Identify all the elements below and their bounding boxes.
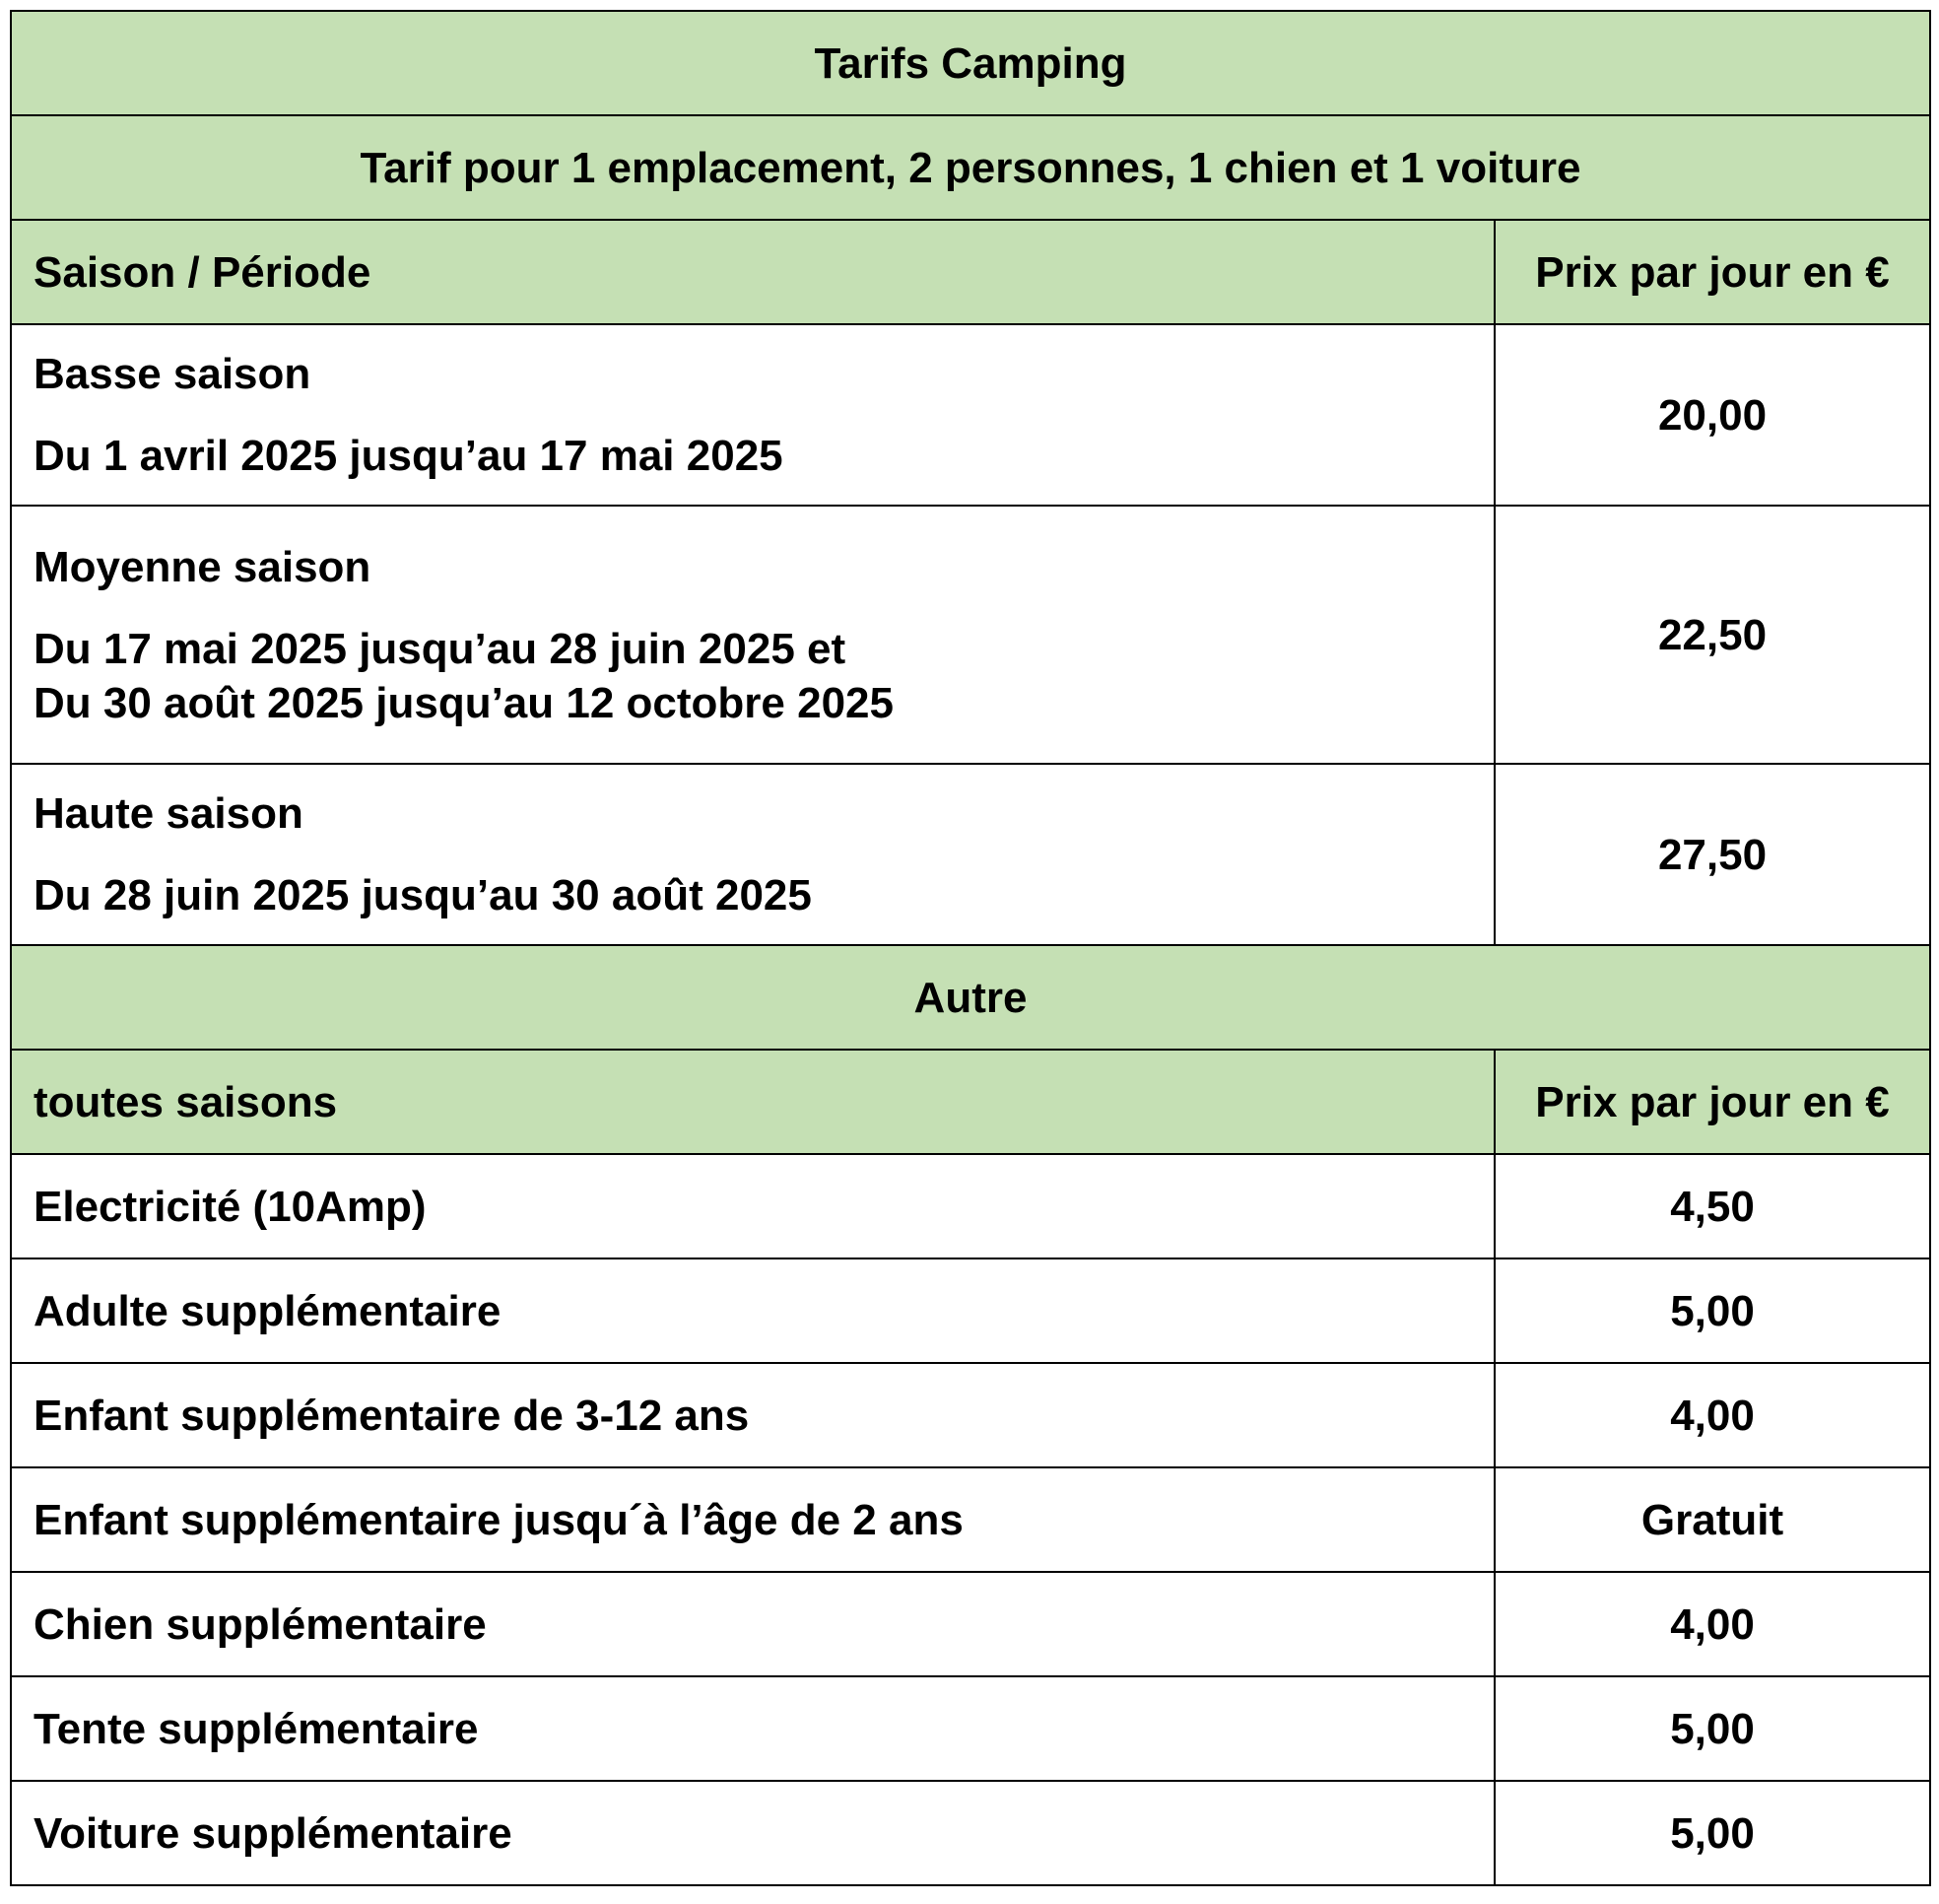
table-row [11,1258,1930,1363]
extra-label: Adulte supplémentaire [11,1258,1495,1363]
extra-price: 4,50 [1495,1154,1930,1258]
table-row [11,1676,1930,1781]
camping-rates-table [10,10,1931,1886]
other-column-header: toutes saisons [11,1050,1495,1154]
season-price-column-header: Prix par jour en € [1495,220,1930,324]
extra-price: 4,00 [1495,1363,1930,1467]
table-row [11,1572,1930,1676]
title-row [11,11,1930,115]
extra-label: Voiture supplémentaire [11,1781,1495,1885]
extra-label: Enfant supplémentaire jusqu´à l’âge de 2 ans [11,1467,1495,1572]
season-name: Basse saison [33,350,311,398]
other-price-column-header: Prix par jour en € [1495,1050,1930,1154]
extra-label: Enfant supplémentaire de 3-12 ans [11,1363,1495,1467]
extra-price: 5,00 [1495,1258,1930,1363]
other-section-title: Autre [11,945,1930,1050]
season-cell [11,324,1495,506]
table-row [11,506,1930,764]
season-price: 20,00 [1495,324,1930,506]
extra-price: 5,00 [1495,1781,1930,1885]
other-title-row [11,945,1930,1050]
season-header-row [11,220,1930,324]
table-row [11,764,1930,945]
table-row [11,1467,1930,1572]
season-name: Haute saison [33,789,303,838]
season-column-header: Saison / Période [11,220,1495,324]
season-dates: Du 30 août 2025 jusqu’au 12 octobre 2025 [33,678,894,727]
extra-price: 5,00 [1495,1676,1930,1781]
table-row [11,1781,1930,1885]
season-name: Moyenne saison [33,542,371,591]
table-subtitle: Tarif pour 1 emplacement, 2 personnes, 1 chien et 1 voiture [11,115,1930,220]
table-title: Tarifs Camping [11,11,1930,115]
season-cell [11,506,1495,764]
season-price: 22,50 [1495,506,1930,764]
season-dates: Du 28 juin 2025 jusqu’au 30 août 2025 [33,871,812,919]
extra-price: Gratuit [1495,1467,1930,1572]
table-row [11,324,1930,506]
other-header-row [11,1050,1930,1154]
extra-label: Electricité (10Amp) [11,1154,1495,1258]
season-price: 27,50 [1495,764,1930,945]
subtitle-row [11,115,1930,220]
extra-price: 4,00 [1495,1572,1930,1676]
extra-label: Tente supplémentaire [11,1676,1495,1781]
extra-label: Chien supplémentaire [11,1572,1495,1676]
table-row [11,1154,1930,1258]
season-cell [11,764,1495,945]
season-dates: Du 1 avril 2025 jusqu’au 17 mai 2025 [33,432,783,480]
season-dates: Du 17 mai 2025 jusqu’au 28 juin 2025 et [33,624,846,673]
table-row [11,1363,1930,1467]
